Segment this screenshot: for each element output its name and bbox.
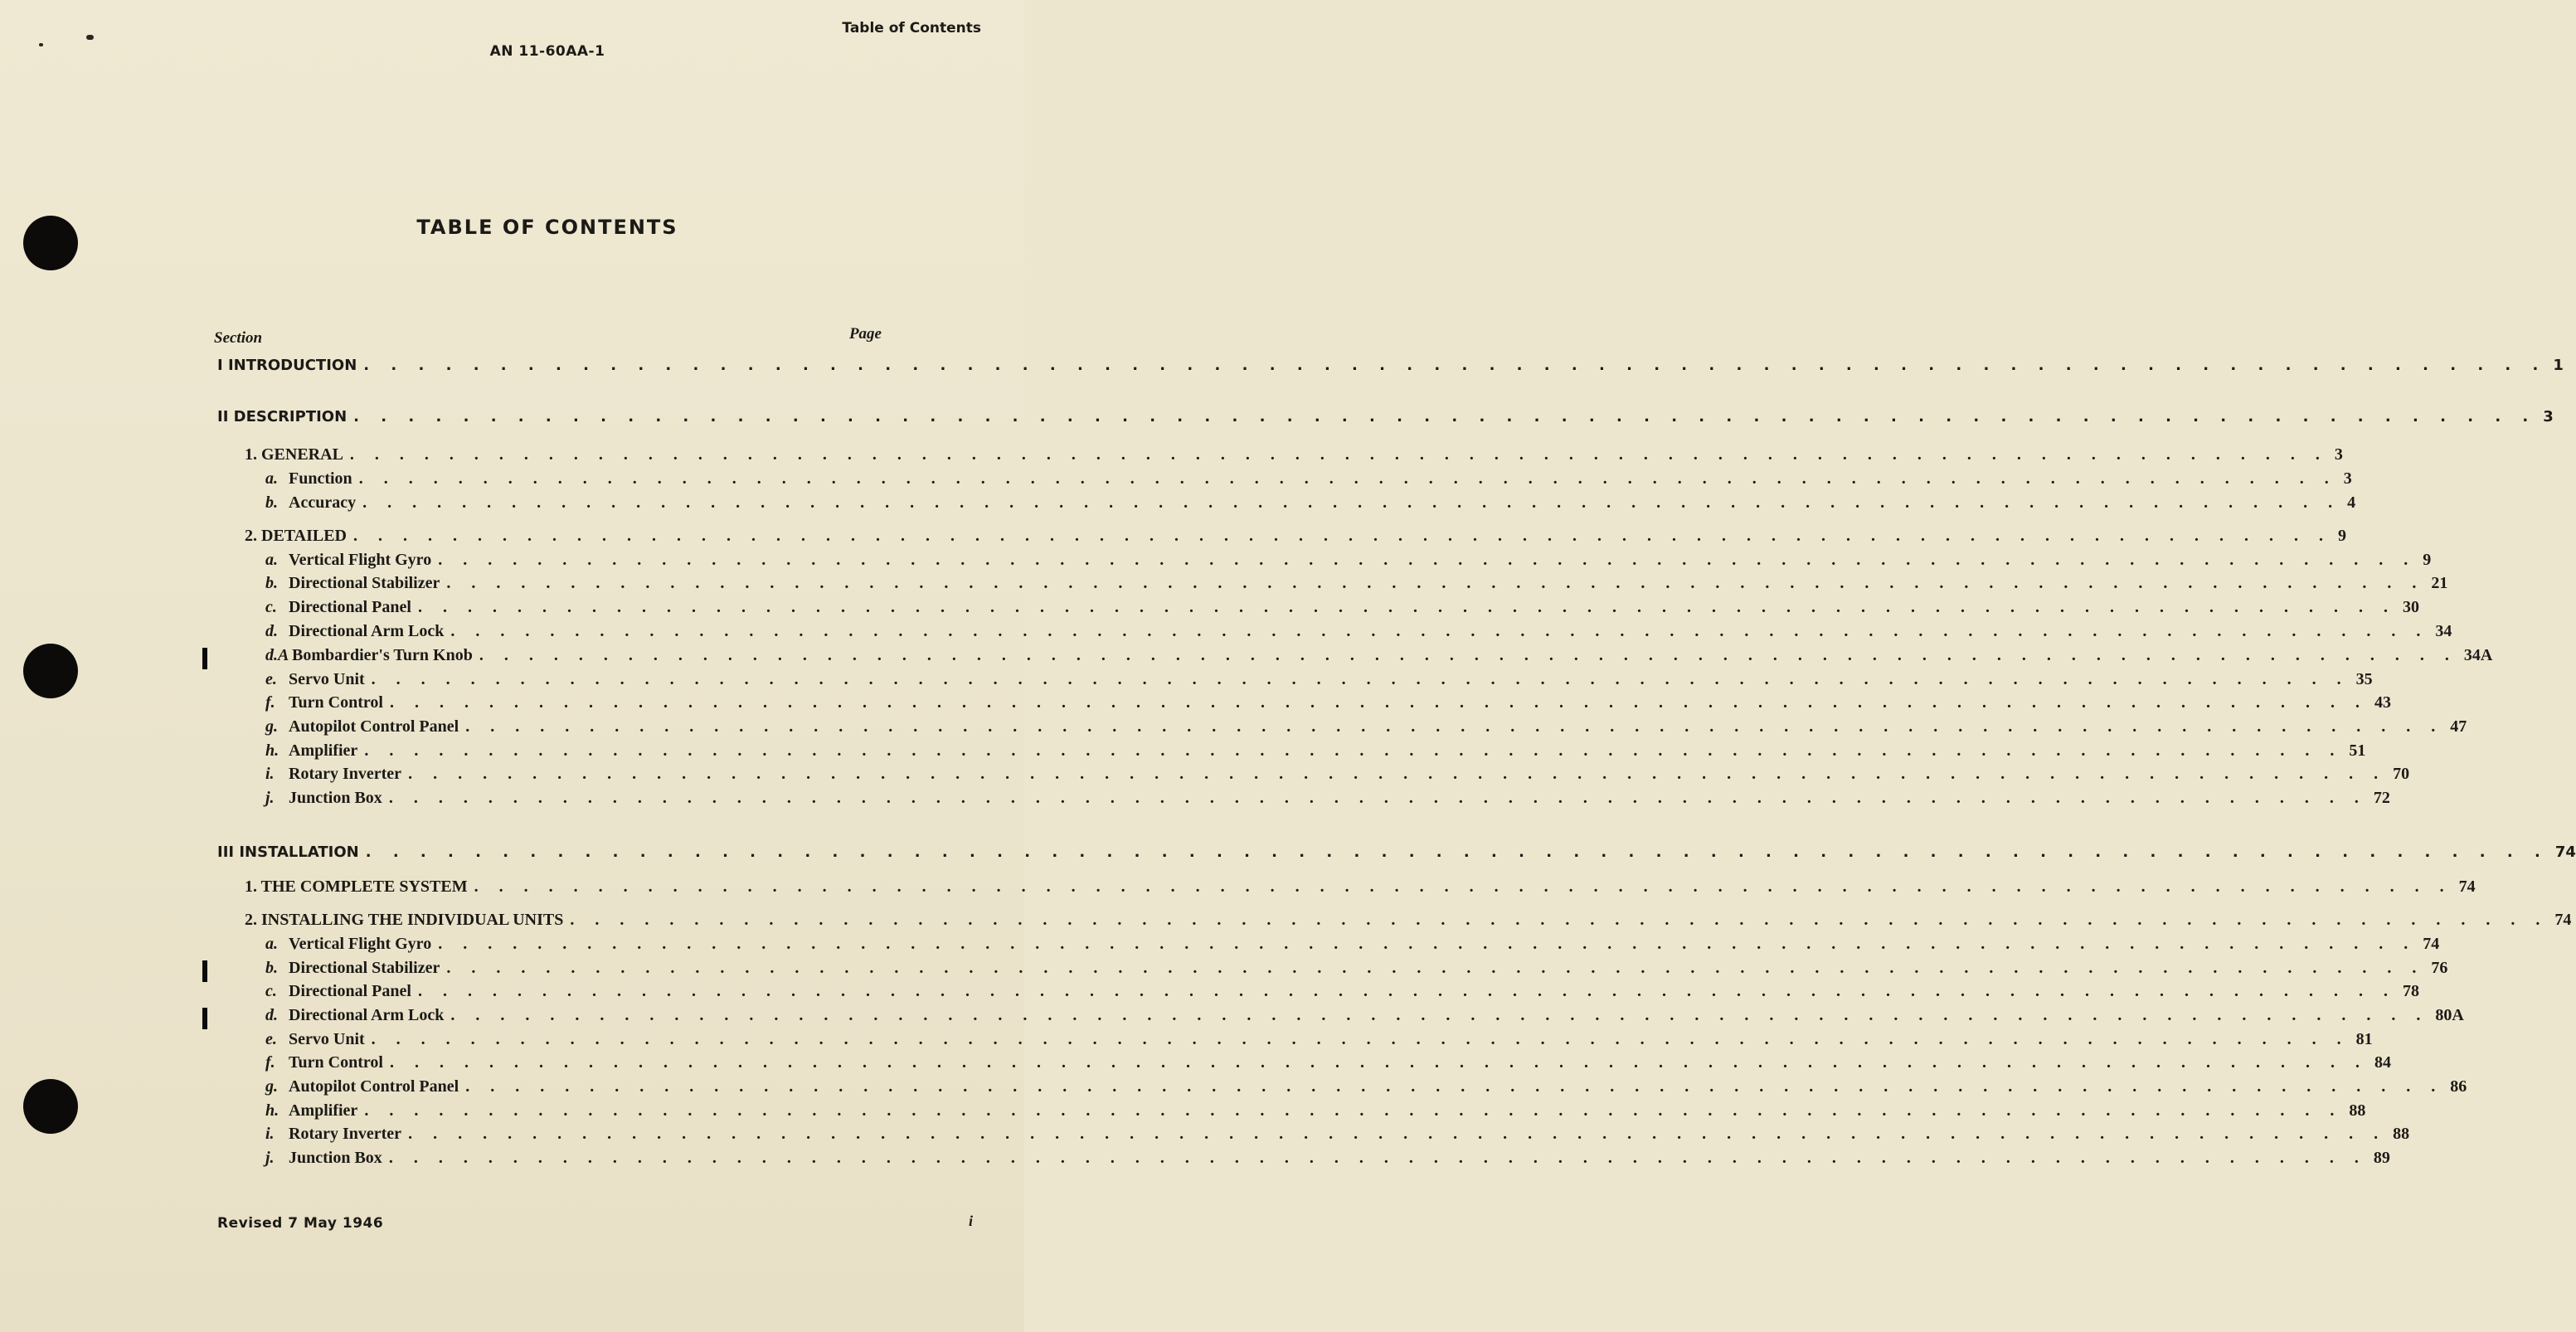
- toc-entry-page: 35: [2355, 670, 2373, 688]
- toc-entry-page: 51: [2349, 741, 2366, 760]
- toc-entry: [265, 693, 2391, 712]
- toc-entry-label: [265, 598, 411, 617]
- toc-entry-letter: a.: [265, 469, 278, 488]
- toc-entry-text: Directional Stabilizer: [289, 574, 440, 592]
- dot-leader: . . . . . . . . . . . . . . . . . . . . . . . . . . . . . . . . . . . . . . . . . . . . . . . . . . . . . . . . . . . . . . . . . . . . . . . . . . . . . . . .: [364, 1101, 2343, 1120]
- dot-leader: . . . . . . . . . . . . . . . . . . . . . . . . . . . . . . . . . . . . . . . . . . . . . . . . . . . . . . . . . . . . . . . . . . . . . . . . . . . . . . . .: [364, 741, 2343, 760]
- dot-leader: . . . . . . . . . . . . . . . . . . . . . . . . . . . . . . . . . . . . . . . . . . . . . . . . . . . . . . . . . . . . . . . . . . . . . . . . . . . . . . . .: [371, 1030, 2350, 1048]
- toc-entry-page: 9: [2423, 551, 2432, 569]
- toc-entry-page: 89: [2373, 1149, 2390, 1167]
- toc-entry-text: Function: [289, 469, 352, 488]
- revision-bar: [202, 648, 207, 669]
- dot-leader: . . . . . . . . . . . . . . . . . . . . . . . . . . . . . . . . . . . . . . . . . . . . . . . . . . . . . . . . . . . . . . . . . . . . . . . . . . . . . . . .: [474, 877, 2452, 896]
- dot-leader: . . . . . . . . . . . . . . . . . . . . . . . . . . . . . . . . . . . . . . . . . . . . . . . . . . . . . . . . . . . . . . . . . . . . . . . . . . . . . . . .: [446, 959, 2425, 977]
- toc-entry-label: [265, 935, 431, 954]
- toc-entry: [265, 717, 2467, 736]
- toc-entry-page: 81: [2355, 1030, 2373, 1048]
- toc-entry-text: I INTRODUCTION: [217, 357, 357, 374]
- toc-entry-text: Junction Box: [289, 1149, 382, 1167]
- dot-leader: . . . . . . . . . . . . . . . . . . . . . . . . . . . . . . . . . . . . . . . . . . . . . . . . . . . . . . . . . . . . . . . . . . . . . . . . . . . . . . . .: [450, 1006, 2429, 1024]
- corner-title: Table of Contents: [842, 20, 981, 36]
- toc-entry-label: [265, 959, 440, 978]
- toc-entry-label: [245, 445, 343, 464]
- toc-entry-text: Vertical Flight Gyro: [289, 551, 432, 569]
- toc-entry-text: Rotary Inverter: [289, 1125, 402, 1143]
- toc-entry: [265, 789, 2390, 808]
- toc-entry-label: [265, 765, 401, 784]
- dot-leader: . . . . . . . . . . . . . . . . . . . . . . . . . . . . . . . . . . . . . . . . . . . . . . . . . . . . . . . . . . . . . . . . . . . . . . . . . . . . . . . .: [388, 789, 2367, 807]
- toc-entry-text: Turn Control: [289, 693, 383, 712]
- toc-entry-page: 4: [2347, 493, 2356, 512]
- toc-entry-page: 3: [2343, 469, 2352, 488]
- toc-entry-letter: g.: [265, 1077, 278, 1096]
- toc-entry: [265, 598, 2419, 617]
- toc-entry: [265, 982, 2419, 1001]
- dot-leader: . . . . . . . . . . . . . . . . . . . . . . . . . . . . . . . . . . . . . . . . . . . . . . . . . . . . . . . . . . . . . . . . . . . . . . . . . . . . . . . .: [363, 357, 2547, 374]
- toc-entry-text: Amplifier: [289, 1101, 358, 1120]
- toc-entry-page: 78: [2402, 982, 2419, 1000]
- toc-entry-text: Autopilot Control Panel: [289, 1077, 459, 1096]
- toc-entry-page: 84: [2374, 1053, 2391, 1072]
- toc-entry-text: Servo Unit: [289, 1030, 365, 1048]
- toc-entry-letter: i.: [265, 1125, 275, 1143]
- toc-entry: [265, 1053, 2391, 1072]
- toc-entry-text: Turn Control: [289, 1053, 383, 1072]
- page-column-header: Page: [848, 325, 882, 343]
- toc-entry-page: 70: [2393, 765, 2410, 783]
- toc-entry-label: [217, 357, 357, 374]
- toc-entry-label: [265, 551, 431, 570]
- toc-entry-label: [265, 789, 382, 808]
- toc-entry-letter: e.: [265, 1030, 277, 1048]
- toc-entry: [265, 1125, 2410, 1144]
- dot-leader: . . . . . . . . . . . . . . . . . . . . . . . . . . . . . . . . . . . . . . . . . . . . . . . . . . . . . . . . . . . . . . . . . . . . . . . . . . . . . . . .: [389, 1053, 2368, 1072]
- toc-entry-text: II DESCRIPTION: [217, 408, 348, 425]
- toc-entry-label: [265, 493, 356, 513]
- toc-entry-label: [265, 717, 459, 736]
- toc-entry-label: [265, 1125, 401, 1144]
- toc-entry-text: Directional Stabilizer: [289, 959, 440, 977]
- toc-entry: [245, 911, 2572, 930]
- toc-entry-letter: h.: [265, 1101, 279, 1120]
- toc-entry-page: 9: [2338, 527, 2346, 545]
- toc-entry: [265, 622, 2452, 641]
- dot-leader: . . . . . . . . . . . . . . . . . . . . . . . . . . . . . . . . . . . . . . . . . . . . . . . . . . . . . . . . . . . . . . . . . . . . . . . . . . . . . . . .: [446, 574, 2425, 592]
- revision-bar: [202, 960, 207, 982]
- page-number: i: [968, 1213, 973, 1229]
- toc-entry-page: 72: [2373, 789, 2390, 807]
- dot-leader: . . . . . . . . . . . . . . . . . . . . . . . . . . . . . . . . . . . . . . . . . . . . . . . . . . . . . . . . . . . . . . . . . . . . . . . . . . . . . . . .: [408, 765, 2387, 783]
- toc-entry: [217, 408, 2554, 425]
- dot-leader: . . . . . . . . . . . . . . . . . . . . . . . . . . . . . . . . . . . . . . . . . . . . . . . . . . . . . . . . . . . . . . . . . . . . . . . . . . . . . . . .: [479, 646, 2457, 664]
- toc-entry-page: 74: [2423, 935, 2440, 953]
- toc-entry: [265, 1006, 2464, 1025]
- toc-entry-page: 74: [2458, 877, 2476, 896]
- toc-entry: [245, 527, 2346, 546]
- toc-entry-page: 88: [2349, 1101, 2366, 1120]
- toc-entry-label: [265, 1053, 383, 1072]
- toc-entry-text: Amplifier: [289, 741, 358, 760]
- toc-entry-label: [265, 670, 365, 689]
- toc-entry-label: [265, 982, 411, 1001]
- dot-leader: . . . . . . . . . . . . . . . . . . . . . . . . . . . . . . . . . . . . . . . . . . . . . . . . . . . . . . . . . . . . . . . . . . . . . . . . . . . . . . . .: [365, 843, 2549, 861]
- toc-entry-label: [245, 911, 563, 930]
- toc-entry-page: 88: [2393, 1125, 2410, 1143]
- toc-entry-label: [265, 1030, 365, 1049]
- page-title: TABLE OF CONTENTS: [416, 216, 678, 239]
- toc-entry: [265, 1077, 2467, 1096]
- toc-entry-text: Directional Arm Lock: [289, 622, 445, 640]
- toc-entry-page: 21: [2431, 574, 2448, 592]
- toc-entry-letter: d.: [265, 622, 278, 640]
- toc-entry-page: 86: [2450, 1077, 2467, 1096]
- toc-entry-letter: e.: [265, 670, 277, 688]
- toc-entry-letter: a.: [265, 551, 278, 569]
- revision-date: Revised 7 May 1946: [217, 1215, 384, 1232]
- dot-leader: . . . . . . . . . . . . . . . . . . . . . . . . . . . . . . . . . . . . . . . . . . . . . . . . . . . . . . . . . . . . . . . . . . . . . . . . . . . . . . . .: [362, 493, 2341, 512]
- toc-entry-label: [245, 877, 468, 897]
- toc-entry-label: [265, 741, 357, 761]
- toc-entry-page: 3: [2334, 445, 2343, 464]
- toc-entry-label: [265, 646, 473, 665]
- dot-leader: . . . . . . . . . . . . . . . . . . . . . . . . . . . . . . . . . . . . . . . . . . . . . . . . . . . . . . . . . . . . . . . . . . . . . . . . . . . . . . . .: [417, 982, 2396, 1000]
- revision-bar: [202, 1008, 207, 1029]
- dot-leader: . . . . . . . . . . . . . . . . . . . . . . . . . . . . . . . . . . . . . . . . . . . . . . . . . . . . . . . . . . . . . . . . . . . . . . . . . . . . . . . .: [450, 622, 2429, 640]
- toc-entry-letter: f.: [265, 1053, 275, 1072]
- toc-entry-text: 2. INSTALLING THE INDIVIDUAL UNITS: [245, 911, 564, 929]
- toc-entry: [265, 1030, 2373, 1049]
- toc-entry-text: III INSTALLATION: [217, 843, 359, 861]
- toc-entry: [217, 843, 2576, 861]
- toc-entry-text: Directional Panel: [289, 598, 411, 616]
- toc-entry-label: [265, 1149, 382, 1168]
- toc-entry: [265, 1149, 2390, 1168]
- toc-entry-label: [265, 1101, 357, 1121]
- toc-entry-text: 1. THE COMPLETE SYSTEM: [245, 877, 468, 896]
- toc-entry-label: [265, 1006, 444, 1025]
- toc-entry: [265, 1101, 2366, 1121]
- toc-entry-label: [245, 527, 347, 546]
- toc-entry-text: Autopilot Control Panel: [289, 717, 459, 736]
- toc-entry-page: 34: [2435, 622, 2452, 640]
- toc-entry: [265, 959, 2448, 978]
- dot-leader: . . . . . . . . . . . . . . . . . . . . . . . . . . . . . . . . . . . . . . . . . . . . . . . . . . . . . . . . . . . . . . . . . . . . . . . . . . . . . . . .: [570, 911, 2549, 929]
- toc-entry: [245, 877, 2476, 897]
- toc-entry-page: 76: [2431, 959, 2448, 977]
- toc-entry-page: 80A: [2435, 1006, 2464, 1024]
- toc-entry-page: 43: [2374, 693, 2391, 712]
- toc-entry-text: Rotary Inverter: [289, 765, 402, 783]
- toc-entry-label: [265, 574, 440, 593]
- toc-entry-page: 30: [2402, 598, 2419, 616]
- dot-leader: . . . . . . . . . . . . . . . . . . . . . . . . . . . . . . . . . . . . . . . . . . . . . . . . . . . . . . . . . . . . . . . . . . . . . . . . . . . . . . . .: [371, 670, 2350, 688]
- toc-entry-letter: c.: [265, 982, 277, 1000]
- toc-entry-text: Directional Arm Lock: [289, 1006, 445, 1024]
- toc-entry-page: 3: [2543, 408, 2554, 425]
- toc-entry-letter: b.: [265, 959, 278, 977]
- toc-entry-letter: i.: [265, 765, 275, 783]
- toc-entry-page: 74: [2554, 911, 2572, 929]
- dot-leader: . . . . . . . . . . . . . . . . . . . . . . . . . . . . . . . . . . . . . . . . . . . . . . . . . . . . . . . . . . . . . . . . . . . . . . . . . . . . . . . .: [408, 1125, 2387, 1143]
- section-column-header: Section: [214, 329, 263, 347]
- toc-entry-letter: j.: [265, 1149, 275, 1167]
- toc-entry-text: Directional Panel: [289, 982, 411, 1000]
- toc-entry: [265, 574, 2448, 593]
- toc-entry-text: 2. DETAILED: [245, 527, 347, 545]
- toc-entry: [265, 935, 2440, 954]
- toc-entry-letter: a.: [265, 935, 278, 953]
- toc-entry-label: [217, 408, 347, 425]
- toc-entry-label: [265, 1077, 459, 1096]
- toc-entry-text: Vertical Flight Gyro: [289, 935, 432, 953]
- toc-entry: [217, 357, 2564, 374]
- dot-leader: . . . . . . . . . . . . . . . . . . . . . . . . . . . . . . . . . . . . . . . . . . . . . . . . . . . . . . . . . . . . . . . . . . . . . . . . . . . . . . . .: [438, 551, 2417, 569]
- toc-entry: [265, 493, 2356, 513]
- toc-entry: [265, 741, 2366, 761]
- dot-leader: . . . . . . . . . . . . . . . . . . . . . . . . . . . . . . . . . . . . . . . . . . . . . . . . . . . . . . . . . . . . . . . . . . . . . . . . . . . . . . . .: [417, 598, 2396, 616]
- dot-leader: . . . . . . . . . . . . . . . . . . . . . . . . . . . . . . . . . . . . . . . . . . . . . . . . . . . . . . . . . . . . . . . . . . . . . . . . . . . . . . . .: [465, 717, 2444, 736]
- toc-entry-text: 1. GENERAL: [245, 445, 343, 464]
- dot-leader: . . . . . . . . . . . . . . . . . . . . . . . . . . . . . . . . . . . . . . . . . . . . . . . . . . . . . . . . . . . . . . . . . . . . . . . . . . . . . . . .: [438, 935, 2417, 953]
- toc-entry: [265, 551, 2432, 570]
- toc-entry: [245, 445, 2343, 464]
- toc-entry-text: Servo Unit: [289, 670, 365, 688]
- dot-leader: . . . . . . . . . . . . . . . . . . . . . . . . . . . . . . . . . . . . . . . . . . . . . . . . . . . . . . . . . . . . . . . . . . . . . . . . . . . . . . . .: [389, 693, 2368, 712]
- dot-leader: . . . . . . . . . . . . . . . . . . . . . . . . . . . . . . . . . . . . . . . . . . . . . . . . . . . . . . . . . . . . . . . . . . . . . . . . . . . . . . . .: [388, 1149, 2367, 1167]
- toc-entry-label: [265, 693, 383, 712]
- toc-entry-label: [265, 622, 444, 641]
- toc-entry-text: Bombardier's Turn Knob: [292, 646, 473, 664]
- toc-entry-letter: g.: [265, 717, 278, 736]
- toc-entry-page: 1: [2553, 357, 2564, 374]
- dot-leader: . . . . . . . . . . . . . . . . . . . . . . . . . . . . . . . . . . . . . . . . . . . . . . . . . . . . . . . . . . . . . . . . . . . . . . . . . . . . . . . .: [358, 469, 2337, 488]
- toc-entry: [265, 765, 2410, 784]
- toc-entry-letter: b.: [265, 574, 278, 592]
- toc-entry-label: [217, 843, 359, 861]
- dot-leader: . . . . . . . . . . . . . . . . . . . . . . . . . . . . . . . . . . . . . . . . . . . . . . . . . . . . . . . . . . . . . . . . . . . . . . . . . . . . . . . .: [465, 1077, 2444, 1096]
- toc-entry-page: 34A: [2463, 646, 2493, 664]
- toc-entry-label: [265, 469, 352, 489]
- toc-entry: [265, 646, 2493, 665]
- toc-entry-letter: c.: [265, 598, 277, 616]
- toc-entry: [265, 670, 2373, 689]
- toc-entry-text: Junction Box: [289, 789, 382, 807]
- toc-entry-letter: j.: [265, 789, 275, 807]
- toc-entry-letter: d.: [265, 1006, 278, 1024]
- toc-entry-letter: h.: [265, 741, 279, 760]
- toc-entry-letter: d.A: [265, 646, 289, 664]
- toc-entry-letter: b.: [265, 493, 278, 512]
- dot-leader: . . . . . . . . . . . . . . . . . . . . . . . . . . . . . . . . . . . . . . . . . . . . . . . . . . . . . . . . . . . . . . . . . . . . . . . . . . . . . . . .: [353, 408, 2537, 425]
- toc-entry-page: 74: [2554, 843, 2576, 861]
- dot-leader: . . . . . . . . . . . . . . . . . . . . . . . . . . . . . . . . . . . . . . . . . . . . . . . . . . . . . . . . . . . . . . . . . . . . . . . . . . . . . . . .: [349, 445, 2328, 464]
- toc-entry-letter: f.: [265, 693, 275, 712]
- document-code: AN 11-60AA-1: [489, 43, 605, 60]
- toc-entry-page: 47: [2450, 717, 2467, 736]
- toc-entry-text: Accuracy: [289, 493, 357, 512]
- toc-entry: [265, 469, 2352, 489]
- dot-leader: . . . . . . . . . . . . . . . . . . . . . . . . . . . . . . . . . . . . . . . . . . . . . . . . . . . . . . . . . . . . . . . . . . . . . . . . . . . . . . . .: [353, 527, 2331, 545]
